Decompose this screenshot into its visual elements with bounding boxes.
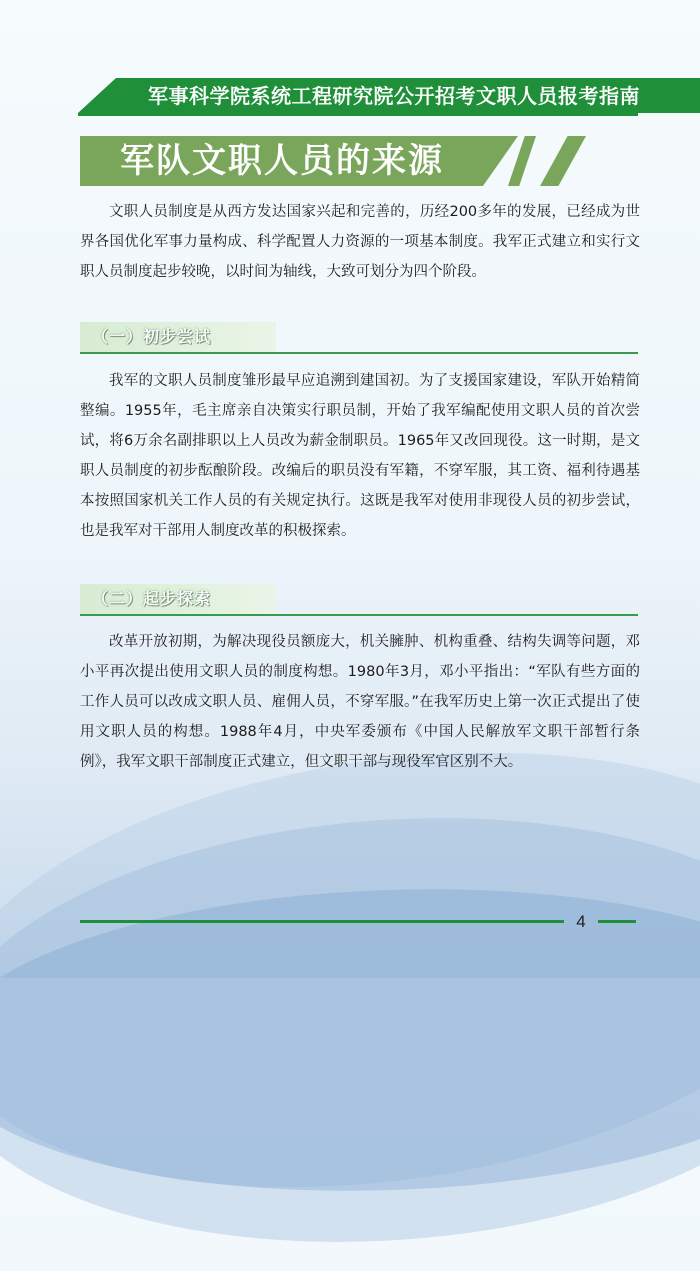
subsection-divider [80, 352, 638, 354]
document-header-title: 军事科学院系统工程研究院公开招考文职人员报考指南 [148, 84, 640, 108]
background-sweep [0, 789, 700, 1271]
subsection-title-initial-attempt: （一）初步尝试 [92, 327, 212, 346]
footer-rule [80, 920, 564, 923]
footer-rule [598, 920, 636, 923]
section-title: 军队文职人员的来源 [120, 141, 444, 181]
subsection-paragraph: 改革开放初期，为解决现役员额庞大，机关臃肿、机构重叠、结构失调等问题，邓小平再次提出使用文职人员的制度构想。1980年3月，邓小平指出：“军队有些方面的工作人员可以改成文职人员、雇佣人员，不穿军服。”在我军历史上第一次正式提出了使用文职人员的构想。1988年4月，中央军委颁布《中国人民解放军文职干部暂行条例》，我军文职干部制度正式建立，但文职干部与现役军官区别不大。 [80, 634, 640, 770]
subsection-paragraph: 我军的文职人员制度雏形最早应追溯到建国初。为了支援国家建设，军队开始精简整编。1955年，毛主席亲自决策实行职员制，开始了我军编配使用文职人员的首次尝试，将6万余名副排职以上人员改为薪金制职员。1965年又改回现役。这一时期，是文职人员制度的初步酝酿阶段。改编后的职员没有军籍，不穿军服，其工资、福利待遇基本按照国家机关工作人员的有关规定执行。这既是我军对使用非现役人员的初步尝试，也是我军对干部用人制度改革的积极探索。 [80, 373, 640, 539]
page-number: 4 [576, 912, 586, 931]
subsection-divider [80, 614, 638, 616]
header-underline [78, 113, 638, 116]
subsection-title-exploration: （二）起步探索 [92, 589, 212, 608]
background-sweep [0, 699, 700, 1240]
banner-stripe [540, 136, 586, 186]
intro-paragraph: 文职人员制度是从西方发达国家兴起和完善的，历经200多年的发展，已经成为世界各国优化军事力量构成、科学配置人力资源的一项基本制度。我军正式建立和实行文职人员制度起步较晚，以时间为轴线，大致可划分为四个阶段。 [80, 204, 640, 280]
